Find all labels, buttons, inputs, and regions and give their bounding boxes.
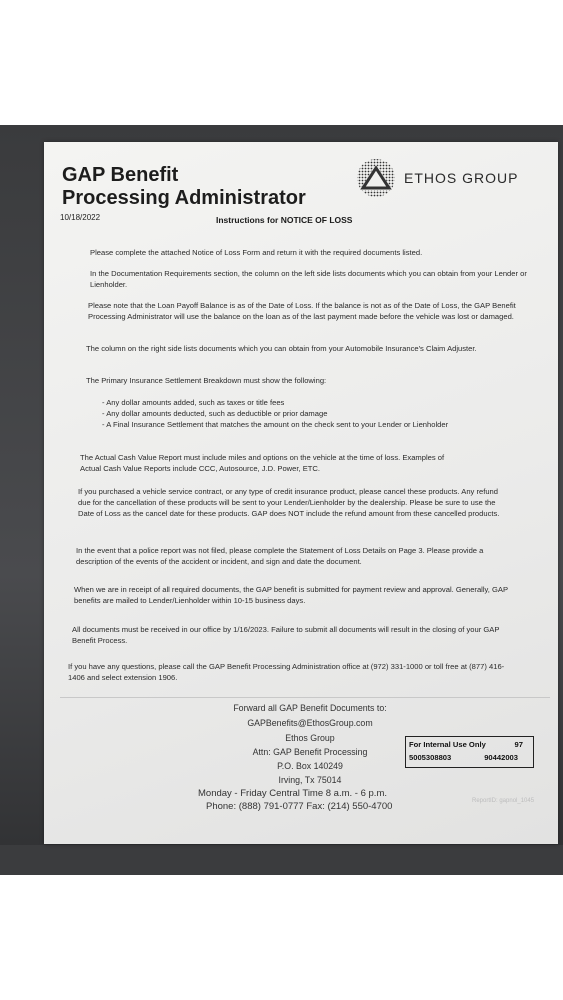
document-date: 10/18/2022: [60, 213, 101, 222]
list-item: - Any dollar amounts deducted, such as deductible or prior damage: [102, 409, 328, 418]
internal-use-box: [405, 736, 534, 768]
internal-code-1: 5005308803: [409, 753, 452, 762]
title-line-1: GAP Benefit: [62, 164, 179, 186]
document-heading: Instructions for NOTICE OF LOSS: [216, 215, 353, 225]
paragraph-7: If you purchased a vehicle service contract, or any type of credit insurance product, please cancel these products. Any refund due for the cancellation of these products will be sent to your Lender/Lienholder by the dealership. Please be sure to use the Date of Loss as the cancel date for these products. GAP does NOT include the refund amount from these cancelled products.: [78, 487, 500, 518]
forward-instruction: Forward all GAP Benefit Documents to:: [233, 703, 387, 713]
title-line-2: Processing Administrator: [62, 187, 306, 209]
divider: [60, 697, 550, 698]
internal-code-2: 90442003: [484, 753, 518, 762]
paragraph-2: In the Documentation Requirements section, the column on the left side lists documents which you can obtain from your Lender or Lienholder.: [90, 269, 527, 289]
office-hours: Monday - Friday Central Time 8 a.m. - 6 p.m.: [198, 788, 388, 799]
phone-fax: Phone: (888) 791-0777 Fax: (214) 550-4700: [206, 801, 393, 812]
mailing-city: Irving, Tx 75014: [278, 775, 342, 785]
paragraph-3: Please note that the Loan Payoff Balance is as of the Date of Loss. If the balance is not as of the Date of Loss, the GAP Benefit Processing Administrator will use the balance on the loan as of the last payment made before the vehicle was lost or damaged.: [88, 301, 516, 321]
list-item: - A Final Insurance Settlement that matches the amount on the check sent to your Lender or Lienholder: [102, 420, 449, 429]
internal-use-label: For Internal Use Only: [409, 740, 486, 749]
triangle-dot-logo-icon: [352, 158, 400, 198]
mailing-attn: Attn: GAP Benefit Processing: [252, 747, 368, 757]
photo-bottom-band: [0, 845, 563, 875]
paragraph-6: The Actual Cash Value Report must include miles and options on the vehicle at the time of loss. Examples of Actual Cash Value Reports include CCC, Autosource, J.D. Power, ETC.: [80, 453, 445, 473]
internal-number: 97: [514, 740, 523, 749]
paragraph-5: The Primary Insurance Settlement Breakdown must show the following:: [86, 376, 327, 385]
mailing-po-box: P.O. Box 140249: [277, 761, 343, 771]
mailing-company: Ethos Group: [285, 733, 335, 743]
faint-report-id: ReportID: gapnol_1045: [472, 798, 535, 804]
list-item: - Any dollar amounts added, such as taxes or title fees: [102, 398, 285, 407]
paragraph-9: When we are in receipt of all required documents, the GAP benefit is submitted for payment review and approval. Generally, GAP benefits are mailed to Lender/Lienholder within 10-15 business days.: [74, 585, 508, 605]
document-title: [62, 164, 306, 210]
brand-name: ETHOS GROUP: [404, 170, 519, 186]
paragraph-1: Please complete the attached Notice of Loss Form and return it with the required documents listed.: [90, 248, 423, 257]
paragraph-4: The column on the right side lists documents which you can obtain from your Automobile Insurance's Claim Adjuster.: [86, 344, 477, 353]
paragraph-8: In the event that a police report was not filed, please complete the Statement of Loss Details on Page 3. Please provide a description of the events of the accident or incident, and sign and date the document.: [76, 546, 484, 566]
contact-email: GAPBenefits@EthosGroup.com: [247, 718, 373, 728]
paragraph-11: If you have any questions, please call the GAP Benefit Processing Administration office at (972) 331-1000 or toll free at (877) 416-1406 and select extension 1906.: [68, 662, 505, 682]
paragraph-10: All documents must be received in our office by 1/16/2023. Failure to submit all documents will result in the closing of your GAP Benefit Process.: [72, 625, 500, 645]
